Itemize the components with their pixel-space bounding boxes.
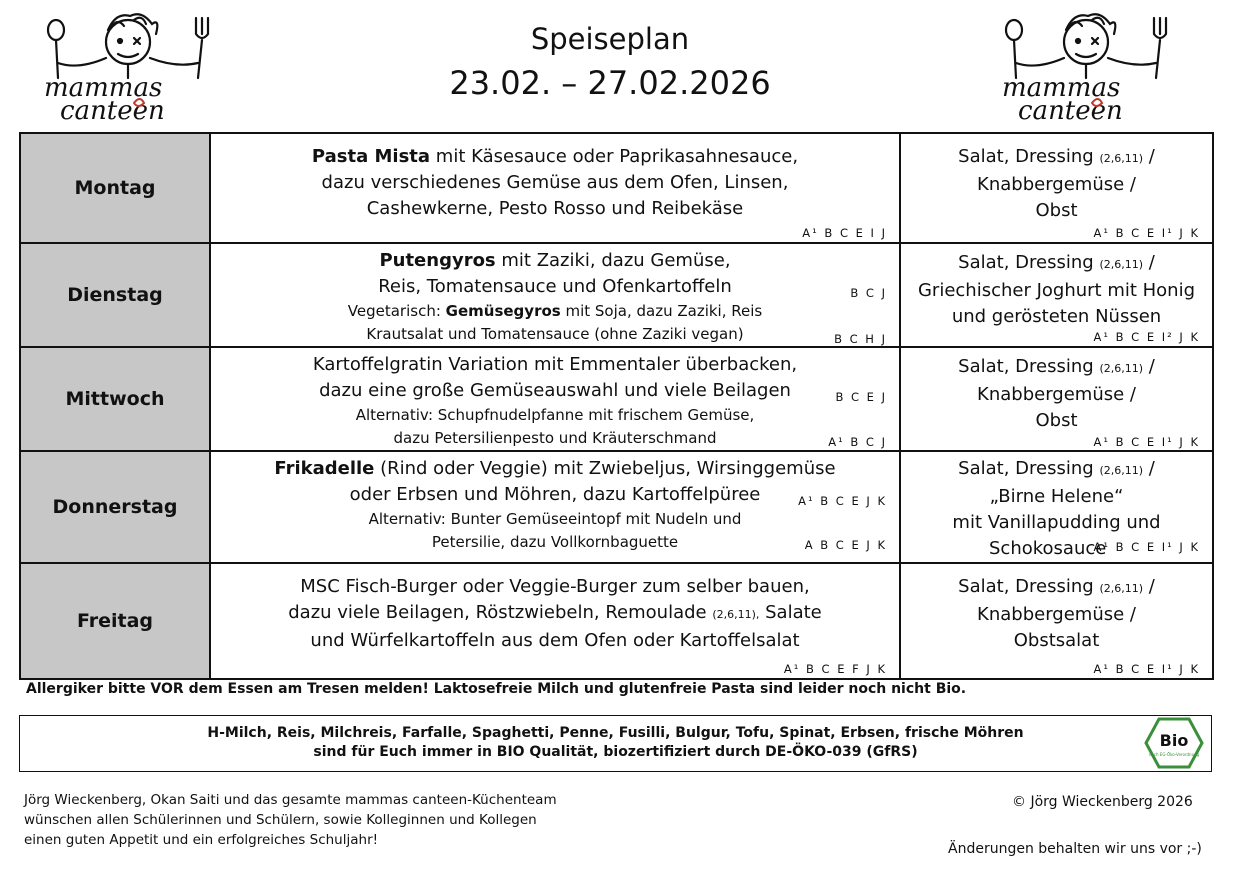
allergen-codes: B C H J — [834, 332, 887, 346]
main-dish-cell: Frikadelle (Rind oder Veggie) mit Zwiebeljus, Wirsinggemüse oder Erbsen und Möhren, dazu Kartoffelpüree Alternativ: Bunter Gemüseeintopf mit Nudeln und Petersilie, dazu Vollkornbaguette A¹ B C E J K A B C E J K — [210, 451, 900, 563]
allergen-codes: A¹ B C E I J — [802, 226, 887, 240]
logo-left — [38, 8, 213, 123]
page-title: Speiseplan — [530, 22, 690, 56]
mammas-canteen-logo-icon — [996, 8, 1171, 123]
allergen-codes: A¹ B C E I² J K — [1093, 330, 1200, 344]
allergen-codes: A¹ B C E I¹ J K — [1093, 435, 1200, 449]
allergy-note: Allergiker bitte VOR dem Essen am Tresen melden! Laktosefreie Milch und glutenfreie Pasta sind leider noch nicht Bio. — [26, 681, 967, 697]
allergen-codes: A B C E J K — [804, 538, 887, 552]
team-greeting: Jörg Wieckenberg, Okan Saiti und das gesamte mammas canteen-Küchenteam wünschen allen Schülerinnen und Schülern, sowie Kolleginnen und Kollegen einen guten Appetit und ein erfolgreiches Schuljahr! — [24, 792, 557, 848]
allergen-codes: A¹ B C E I¹ J K — [1093, 662, 1200, 676]
allergen-codes: A¹ B C J — [828, 435, 887, 449]
logo-right — [996, 8, 1171, 123]
allergen-codes: A¹ B C E I¹ J K — [1093, 226, 1200, 240]
day-label: Dienstag — [20, 243, 210, 347]
svg-text:canteen: canteen — [1018, 96, 1123, 123]
allergen-codes: B C E J — [835, 390, 887, 404]
svg-text:mammas: mammas — [1002, 73, 1121, 103]
main-dish-cell: Putengyros mit Zaziki, dazu Gemüse, Reis, Tomatensauce und Ofenkartoffeln Vegetarisch: Gemüsegyros mit Soja, dazu Zaziki, Reis Krautsalat und Tomatensauce (ohne Zaziki vegan) B C J B C H J — [210, 243, 900, 347]
menu-table — [19, 132, 1214, 680]
allergen-codes: B C J — [850, 286, 887, 300]
mammas-canteen-logo-icon — [38, 8, 213, 123]
svg-text:canteen: canteen — [60, 96, 165, 123]
allergen-codes: A¹ B C E F J K — [783, 662, 887, 676]
table-row — [20, 243, 1213, 347]
main-dish-cell: Kartoffelgratin Variation mit Emmentaler überbacken, dazu eine große Gemüseauswahl und viele Beilagen Alternativ: Schupfnudelpfanne mit frischem Gemüse, dazu Petersilienpesto und Kräuterschmand B C E J A¹ B C J — [210, 347, 900, 451]
changes-note: Änderungen behalten wir uns vor ;-) — [948, 841, 1202, 857]
side-dish-cell: Salat, Dressing (2,6,11) / „Birne Helene“ mit Vanillapudding und Schokosauce A¹ B C E I¹ J K — [900, 451, 1213, 563]
bio-seal-icon — [1144, 717, 1204, 769]
side-dish-cell: Salat, Dressing (2,6,11) / Knabbergemüse / Obstsalat A¹ B C E I¹ J K — [900, 563, 1213, 679]
table-row — [20, 347, 1213, 451]
table-row — [20, 133, 1213, 243]
copyright: © Jörg Wieckenberg 2026 — [1012, 794, 1193, 810]
svg-text:nach EG-Öko-Verordnung: nach EG-Öko-Verordnung — [1148, 752, 1200, 757]
bio-line-2: sind für Euch immer in BIO Qualität, biozertifiziert durch DE-ÖKO-039 (GfRS) — [313, 744, 918, 760]
bio-info-box — [19, 715, 1212, 772]
table-row — [20, 451, 1213, 563]
main-dish-cell: MSC Fisch-Burger oder Veggie-Burger zum selber bauen, dazu viele Beilagen, Röstzwiebeln, Remoulade (2,6,11), Salate und Würfelkartoffeln aus dem Ofen oder Kartoffelsalat A¹ B C E F J K — [210, 563, 900, 679]
dish-name: Frikadelle — [274, 458, 375, 479]
day-label: Mittwoch — [20, 347, 210, 451]
main-dish-cell: Pasta Mista mit Käsesauce oder Paprikasahnesauce, dazu verschiedenes Gemüse aus dem Ofen, Linsen, Cashewkerne, Pesto Rosso und Reibekäse A¹ B C E I J — [210, 133, 900, 243]
day-label: Freitag — [20, 563, 210, 679]
day-label: Montag — [20, 133, 210, 243]
bio-line-1: H-Milch, Reis, Milchreis, Farfalle, Spaghetti, Penne, Fusilli, Bulgur, Tofu, Spinat, Erbsen, frische Möhren — [207, 725, 1024, 741]
svg-text:Bio: Bio — [1159, 731, 1189, 750]
side-dish-cell: Salat, Dressing (2,6,11) / Griechischer Joghurt mit Honig und gerösteten Nüssen A¹ B C E I² J K — [900, 243, 1213, 347]
side-dish-cell: Salat, Dressing (2,6,11) / Knabbergemüse / Obst A¹ B C E I¹ J K — [900, 347, 1213, 451]
table-row — [20, 563, 1213, 679]
dish-name: Pasta Mista — [311, 146, 431, 167]
date-range: 23.02. – 27.02.2026 — [449, 64, 771, 102]
day-label: Donnerstag — [20, 451, 210, 563]
allergen-codes: A¹ B C E J K — [798, 494, 887, 508]
allergen-codes: A¹ B C E I¹ J K — [1093, 540, 1200, 554]
side-dish-cell: Salat, Dressing (2,6,11) / Knabbergemüse / Obst A¹ B C E I¹ J K — [900, 133, 1213, 243]
svg-text:mammas: mammas — [44, 73, 163, 103]
dish-name: Putengyros — [379, 250, 496, 271]
